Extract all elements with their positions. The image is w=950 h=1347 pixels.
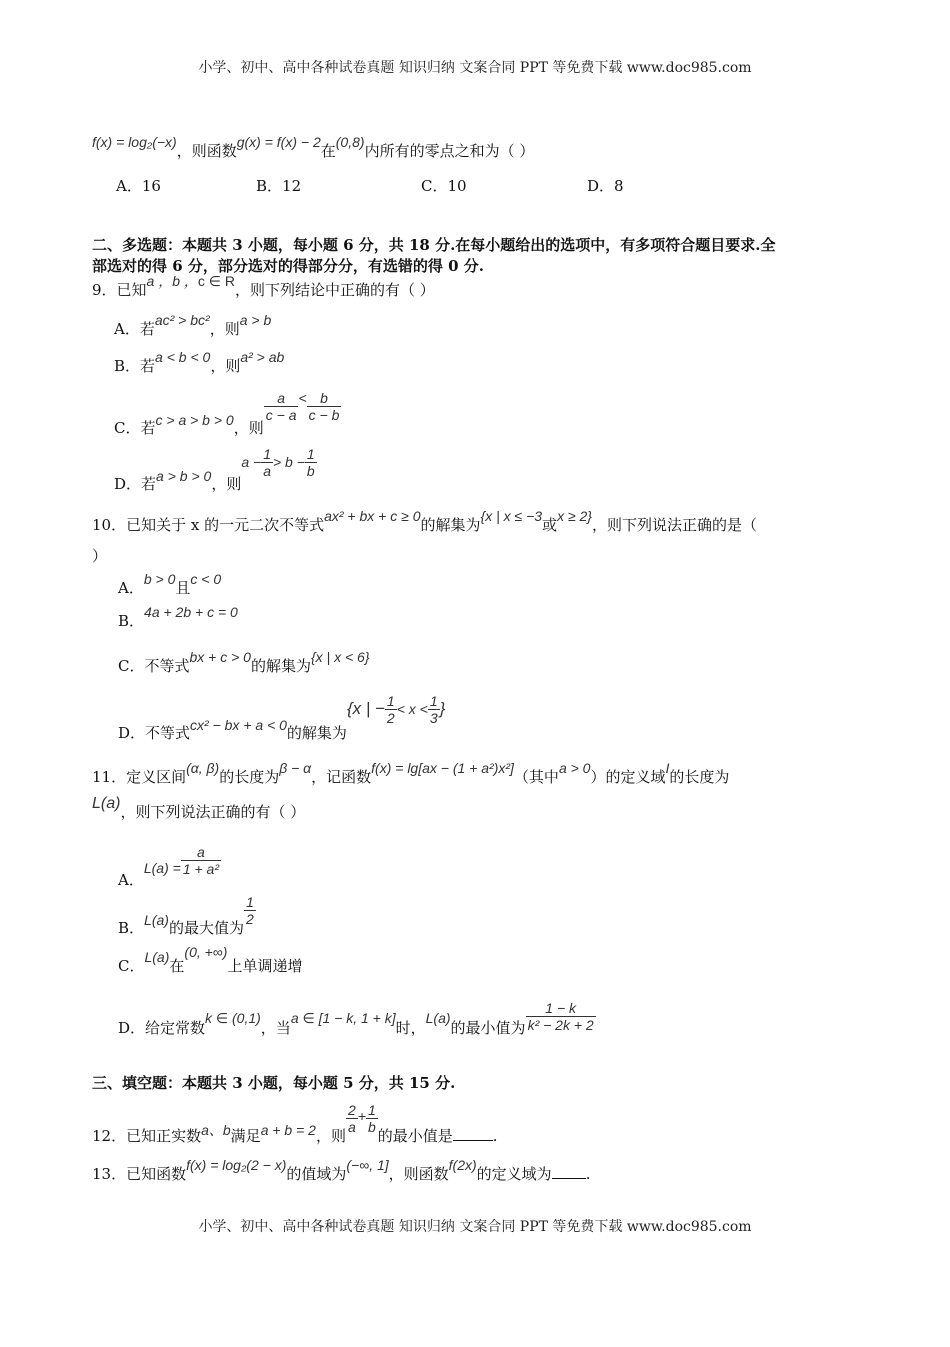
q11-stem-line2: L(a)，则下列说法正确的有（ ） — [92, 795, 306, 821]
q11-option-d: D．给定常数k ∈ (0,1)，当a ∈ [1 − k, 1 + k]时，L(a)的最小值为 $\frac{1 - k}{\text{k² − 2k + 2}}$ — [118, 1000, 594, 1037]
q8-function-f: f(x) = log₂(−x) — [92, 134, 177, 150]
q8-option-a: A．16 — [116, 177, 161, 195]
q9-option-b: B．若a < b < 0，则a² > ab — [114, 349, 285, 375]
page-footer: 小学、初中、高中各种试卷真题 知识归纳 文案合同 PPT 等免费下载 www.doc985.com — [198, 1219, 752, 1235]
q10-stem-end: ） — [92, 547, 108, 565]
q8-stem — [92, 134, 535, 161]
q12-stem: 12．已知正实数a、b满足a + b = 2，则 $\frac{2}{a}$ + $\frac{1}{b}$ 的最小值是 . — [92, 1102, 498, 1145]
q9-option-a: A．若ac² > bc²，则a > b — [114, 312, 272, 338]
q10-option-d: D．不等式cx² − bx + a < 0的解集为{x | − $\frac{1}{2}$ < x < $\frac{1}{3}$ } — [118, 693, 446, 742]
q11-option-a: A．L(a) = $\frac{a}{\text{1 + a²}}$ — [118, 844, 220, 889]
section2-heading-line1: 二、多选题：本题共 3 小题，每小题 6 分，共 18 分.在每小题给出的选项中，有多项符合题目要求.全 — [92, 236, 776, 254]
q8-option-d: D．8 — [587, 177, 624, 195]
q8-text: 内所有的零点之和为（ ） — [364, 142, 535, 160]
q11-option-c: C．L(a)在(0, +∞)上单调递增 — [118, 944, 303, 975]
q9-stem: 9．已知a ，b ，c ∈ R，则下列结论中正确的有（ ） — [92, 273, 435, 299]
section2-heading-line2: 部选对的得 6 分，部分选对的得部分分，有选错的得 0 分. — [92, 257, 484, 275]
q11-stem: 11．定义区间(α, β)的长度为β − α，记函数f(x) = lg[ax − (1 + a²)x²]（其中a > 0）的定义域I的长度为 — [92, 760, 730, 786]
section3-heading: 三、填空题：本题共 3 小题，每小题 5 分，共 15 分. — [92, 1074, 456, 1092]
q8-function-g: g(x) = f(x) − 2 — [236, 134, 321, 150]
q13-stem: 13．已知函数f(x) = log₂(2 − x)的值域为(−∞, 1]，则函数f(2x)的定义域为 . — [92, 1157, 591, 1183]
page-header: 小学、初中、高中各种试卷真题 知识归纳 文案合同 PPT 等免费下载 www.doc985.com — [198, 60, 752, 76]
q10-option-b: B．4a + 2b + c = 0 — [118, 604, 238, 630]
q8-option-b: B．12 — [256, 177, 302, 195]
q10-stem: 10．已知关于 x 的一元二次不等式ax² + bx + c ≥ 0的解集为{x | x ≤ −3或x ≥ 2}，则下列说法正确的是（ — [92, 508, 758, 534]
q12-answer-blank — [453, 1128, 493, 1141]
q9-option-d: D．若a > b > 0，则a − $\frac{1}{a}$ > b − $\frac{1}{b}$ — [114, 446, 315, 493]
q8-interval: (0,8) — [335, 134, 365, 150]
q9-option-c: C．若c > a > b > 0，则 $\frac{a}{c - a}$ < $\frac{b}{c - b}$ — [114, 389, 340, 437]
q8-text: ，则函数 — [176, 142, 237, 160]
q10-option-c: C．不等式bx + c > 0的解集为{x | x < 6} — [118, 649, 370, 675]
q8-option-c: C．10 — [421, 177, 467, 195]
q10-option-a: A．b > 0且c < 0 — [118, 571, 222, 597]
q8-text: 在 — [320, 142, 336, 160]
q13-answer-blank — [552, 1166, 586, 1179]
q11-option-b: B．L(a)的最大值为 $\frac{1}{2}$ — [118, 894, 254, 937]
